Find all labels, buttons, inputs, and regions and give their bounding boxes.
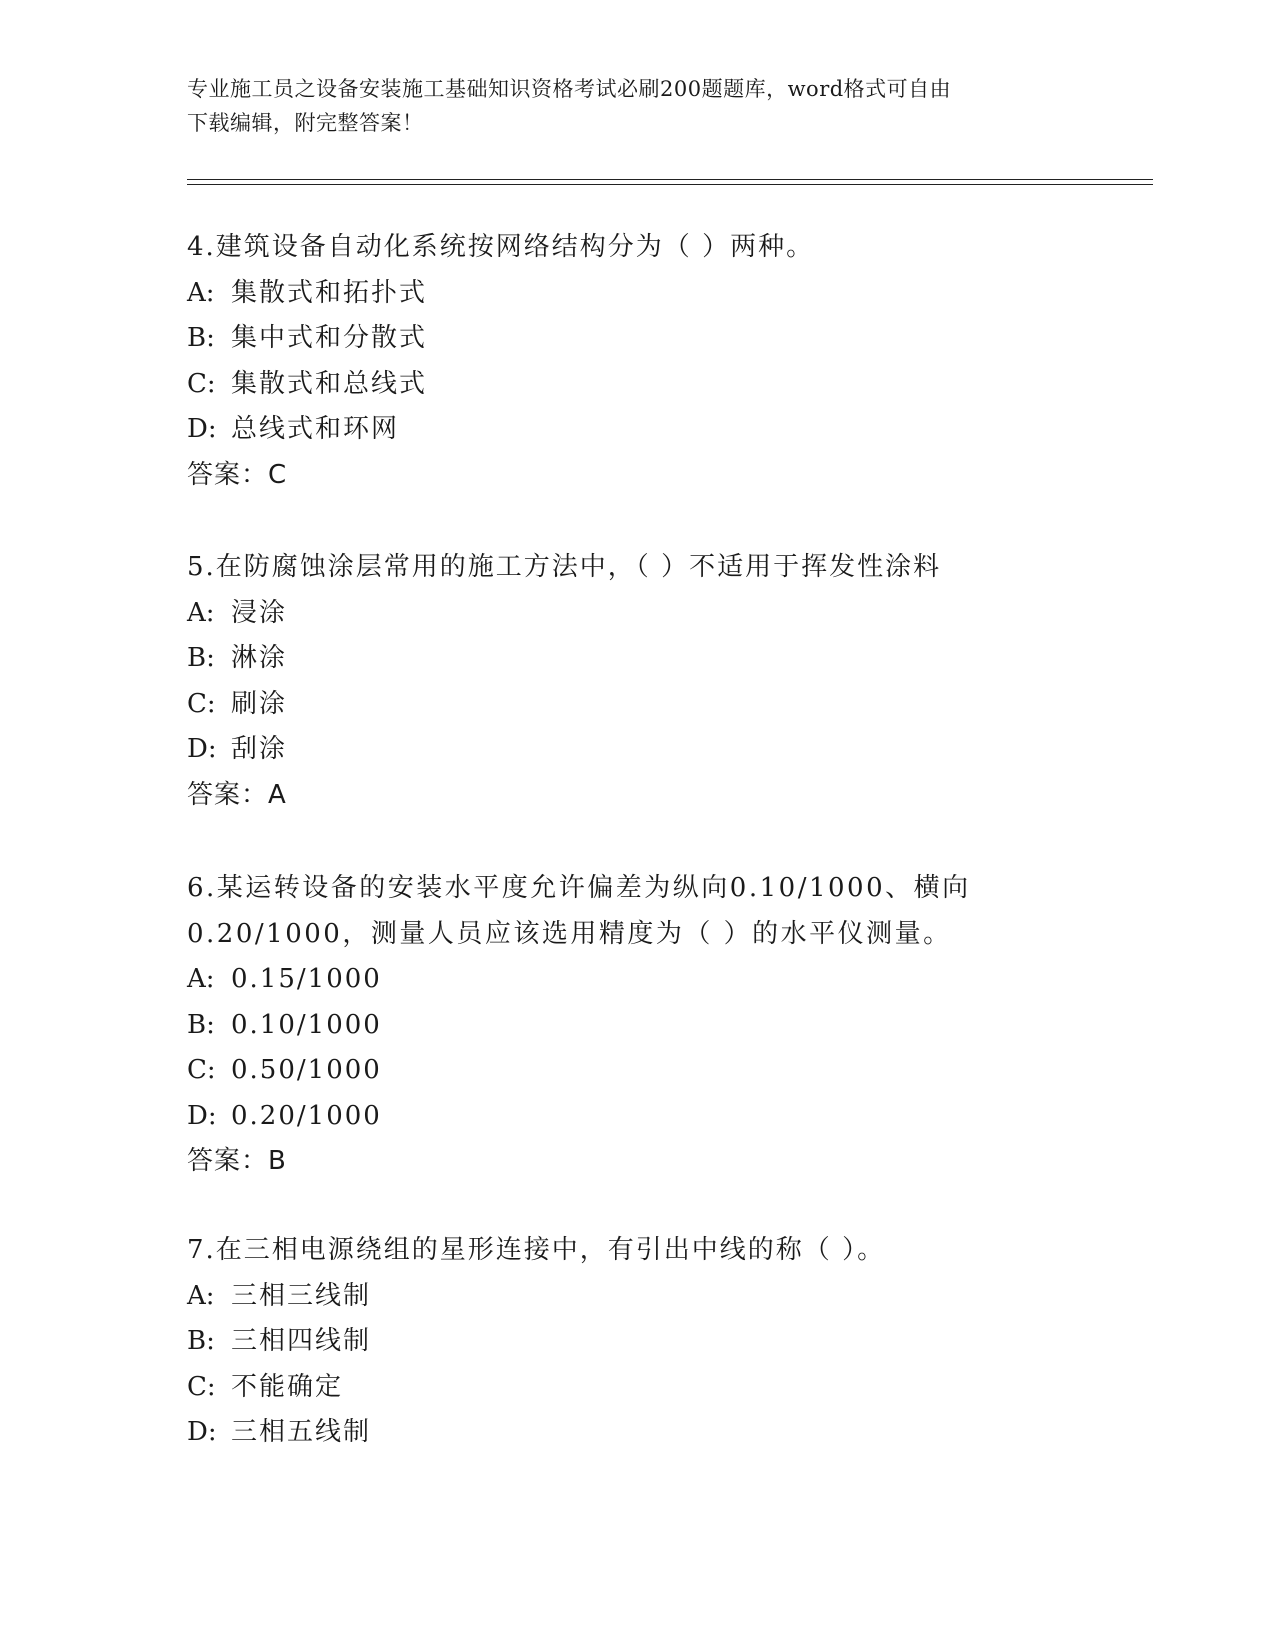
option-text: 淋涂: [231, 643, 288, 673]
option-a: [187, 271, 1087, 317]
option-key: C:: [187, 368, 216, 399]
option-key: D:: [187, 1100, 217, 1131]
option-key: A:: [187, 597, 215, 628]
option-text: 集中式和分散式: [231, 323, 428, 353]
option-text: 三相四线制: [231, 1326, 372, 1356]
option-c: [187, 1048, 1087, 1094]
document-header: [187, 72, 1067, 140]
option-text: 浸涂: [231, 597, 288, 628]
option-d: [187, 727, 1087, 773]
header-line-2: 下载编辑，附完整答案！: [187, 111, 424, 135]
option-text: 集散式和拓扑式: [231, 277, 428, 308]
option-key: A:: [187, 277, 215, 308]
option-key: B:: [187, 323, 215, 353]
question-stem-continued: 0.20/1000，测量人员应该选用精度为（ ）的水平仪测量。: [187, 918, 952, 949]
option-b: [187, 1003, 1087, 1049]
header-divider-top: [187, 179, 1153, 180]
option-key: D:: [187, 1417, 217, 1447]
option-text: 刮涂: [231, 734, 288, 764]
option-text: 0.20/1000: [231, 1100, 382, 1131]
option-a: [187, 957, 1087, 1003]
option-key: C:: [187, 1055, 216, 1085]
answer-line: 答案：C: [187, 459, 288, 490]
question-block: [187, 1228, 1087, 1456]
option-text: 不能确定: [231, 1371, 344, 1402]
option-key: B:: [187, 643, 215, 673]
answer-line: 答案：A: [187, 779, 287, 810]
option-key: C:: [187, 688, 216, 719]
option-text: 0.10/1000: [231, 1009, 382, 1040]
option-key: C:: [187, 1371, 216, 1402]
header-line-1: 专业施工员之设备安装施工基础知识资格考试必刷200题题库，word格式可自由: [187, 77, 952, 101]
option-b: [187, 316, 1087, 362]
option-key: D:: [187, 414, 217, 444]
question-block: [187, 225, 1087, 498]
option-a: [187, 591, 1087, 637]
option-c: [187, 682, 1087, 728]
option-key: A:: [187, 964, 215, 994]
option-key: B:: [187, 1009, 215, 1040]
option-text: 三相五线制: [231, 1417, 372, 1447]
option-c: [187, 1365, 1087, 1411]
question-block: [187, 545, 1087, 818]
question-stem: 5.在防腐蚀涂层常用的施工方法中，（ ）不适用于挥发性涂料: [187, 552, 942, 582]
question-stem: 4.建筑设备自动化系统按网络结构分为（ ）两种。: [187, 232, 815, 262]
option-key: D:: [187, 734, 217, 764]
option-text: 0.50/1000: [231, 1055, 382, 1085]
option-text: 0.15/1000: [231, 964, 382, 994]
option-c: [187, 362, 1087, 408]
option-d: [187, 1410, 1087, 1456]
option-d: [187, 407, 1087, 453]
header-divider-bottom: [187, 184, 1153, 185]
question-stem: 6.某运转设备的安装水平度允许偏差为纵向0.10/1000、横向: [187, 873, 971, 903]
option-key: B:: [187, 1326, 215, 1356]
option-a: [187, 1274, 1087, 1320]
option-text: 集散式和总线式: [231, 368, 428, 399]
option-key: A:: [187, 1280, 215, 1311]
option-b: [187, 636, 1087, 682]
answer-line: 答案：B: [187, 1146, 287, 1176]
option-text: 刷涂: [231, 688, 288, 719]
question-stem: 7.在三相电源绕组的星形连接中，有引出中线的称（ ）。: [187, 1235, 886, 1265]
question-block: [187, 866, 1087, 1185]
option-d: [187, 1094, 1087, 1140]
option-text: 总线式和环网: [231, 414, 400, 444]
option-b: [187, 1319, 1087, 1365]
option-text: 三相三线制: [231, 1280, 372, 1311]
